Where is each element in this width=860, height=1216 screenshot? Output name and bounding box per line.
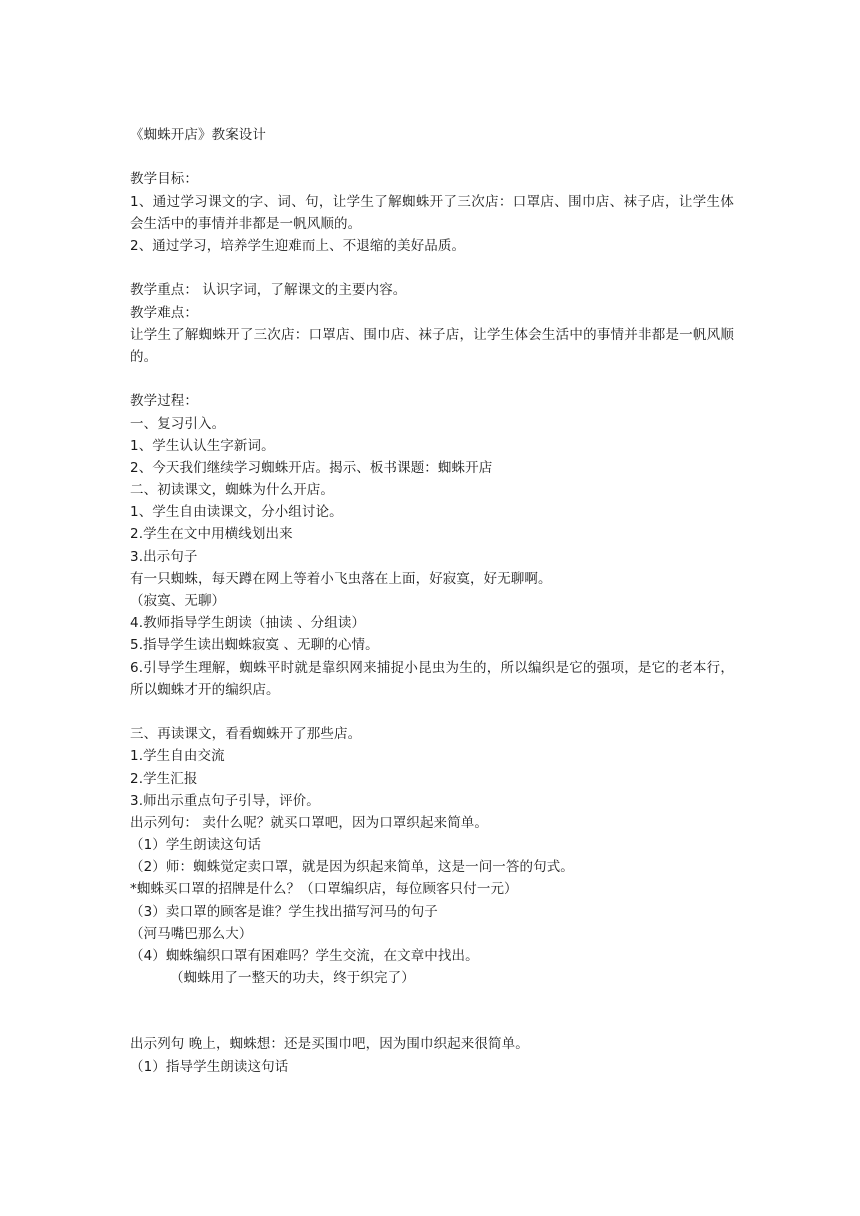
blank-line [130, 368, 734, 390]
key-point: 教学重点： 认识字词，了解课文的主要内容。 [130, 282, 407, 299]
section2-item: 2.学生在文中用横线划出来 [130, 526, 293, 543]
blank-line [130, 701, 734, 723]
difficulty-heading: 教学难点： [130, 304, 198, 321]
section3-item: （1）学生朗读这句话 [130, 837, 262, 854]
section3-indented-line: （蜘蛛用了一整天的功夫，终于织完了） [170, 970, 415, 987]
objective-item-2: 2、通过学习，培养学生迎难而上、不退缩的美好品质。 [130, 237, 466, 254]
section3-title: 三、再读课文，看看蜘蛛开了那些店。 [130, 726, 362, 743]
objectives-heading: 教学目标： [130, 171, 198, 188]
blank-line [130, 989, 734, 1033]
section3-item: （3）卖口罩的顾客是谁？学生找出描写河马的句子 [130, 903, 438, 920]
section3-item: 3.师出示重点句子引导，评价。 [130, 792, 320, 809]
document-body [130, 124, 734, 1078]
section3-item: 出示列句： 卖什么呢？就买口罩吧，因为口罩织起来简单。 [130, 814, 488, 831]
section3-item: （河马嘴巴那么大） [130, 925, 253, 942]
objective-item-1: 1、通过学习课文的字、词、句，让学生了解蜘蛛开了三次店：口罩店、围巾店、袜子店，让学生体会生活中的事情并非都是一帆风顺的。 [130, 193, 734, 232]
blank-line [130, 257, 734, 279]
section1-item: 1、学生认认生字新词。 [130, 437, 275, 454]
section2-item-6: 6.引导学生理解，蜘蛛平时就是靠织网来捕捉小昆虫为生的，所以编织是它的强项，是它的老本行，所以蜘蛛才开的编织店。 [130, 659, 734, 698]
section3-item: *蜘蛛买口罩的招牌是什么？（口罩编织店，每位顾客只付一元） [130, 881, 518, 898]
section2-title: 二、初读课文，蜘蛛为什么开店。 [130, 482, 334, 499]
section1-title: 一、复习引入。 [130, 415, 226, 432]
blank-line [130, 146, 734, 168]
section2-item: 1、学生自由读课文，分小组讨论。 [130, 504, 343, 521]
section3-item: 1.学生自由交流 [130, 748, 225, 765]
difficulty-text: 让学生了解蜘蛛开了三次店：口罩店、围巾店、袜子店，让学生体会生活中的事情并非都是一帆风顺的。 [130, 326, 734, 365]
section2-item: 5.指导学生读出蜘蛛寂寞 、无聊的心情。 [130, 637, 379, 654]
section2-item: （寂寞、无聊） [130, 593, 226, 609]
section2-item: 4.教师指导学生朗读（抽读 、分组读） [130, 615, 366, 632]
section3-item: （2）师：蜘蛛觉定卖口罩，就是因为织起来简单，这是一问一答的句式。 [130, 859, 574, 876]
section3-item: （4）蜘蛛编织口罩有困难吗？学生交流，在文章中找出。 [130, 948, 479, 965]
process-heading: 教学过程： [130, 393, 198, 410]
section1-item: 2、今天我们继续学习蜘蛛开店。揭示、板书课题：蜘蛛开店 [130, 459, 493, 476]
section2-item: 有一只蜘蛛，每天蹲在网上等着小飞虫落在上面，好寂寞，好无聊啊。 [130, 570, 552, 587]
section3-item: 2.学生汇报 [130, 770, 198, 787]
section2-item: 3.出示句子 [130, 548, 198, 565]
document-title: 《蜘蛛开店》教案设计 [130, 127, 266, 143]
section3-after-item: （1）指导学生朗读这句话 [130, 1058, 289, 1075]
section3-after-item: 出示列句 晚上，蜘蛛想：还是买围巾吧，因为围巾织起来很简单。 [130, 1036, 529, 1053]
